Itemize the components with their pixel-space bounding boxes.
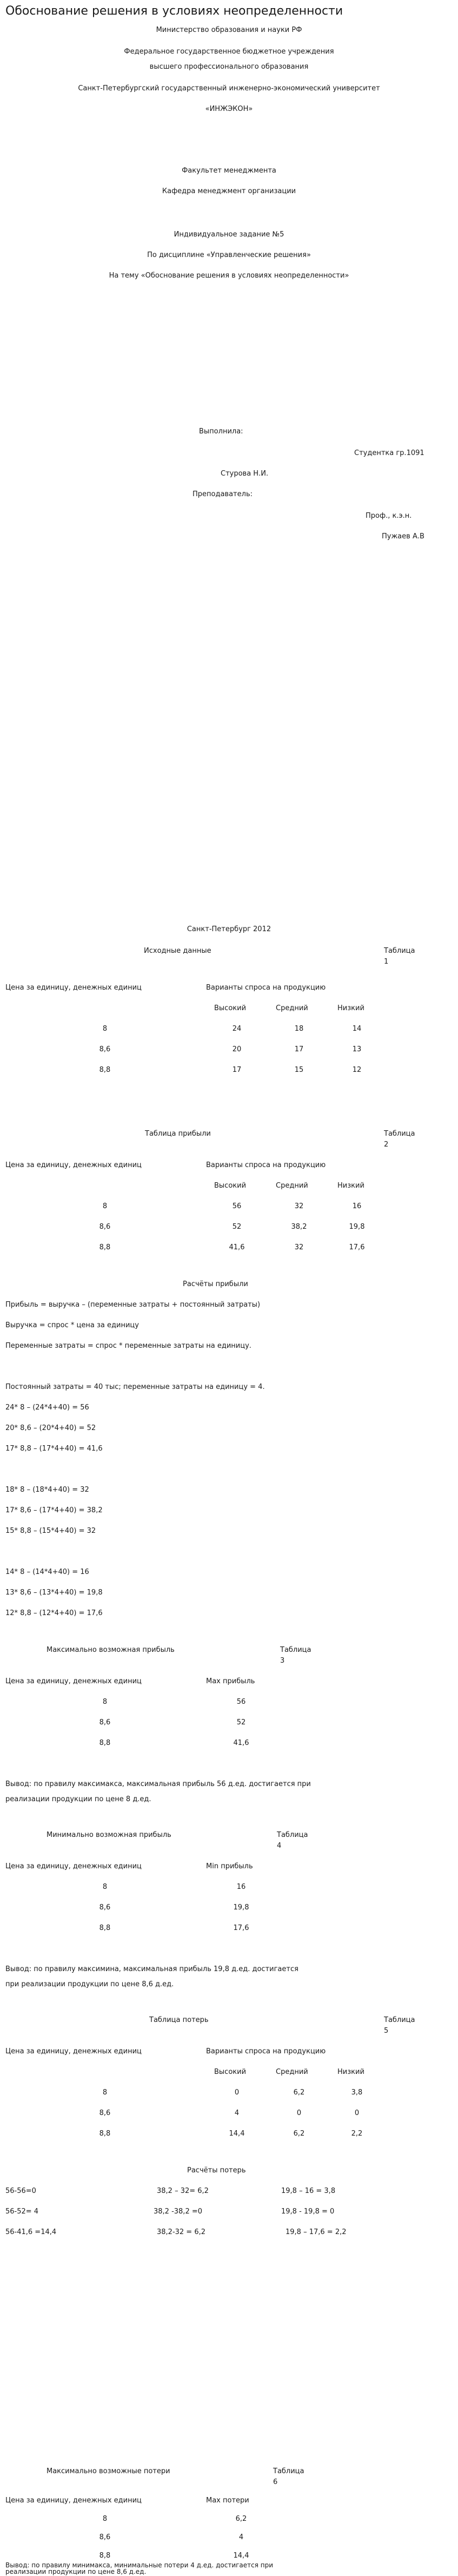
table-row [0,2552,458,2562]
table3-conclusion-line2: реализации продукции по цене 8 д.ед. [5,1795,151,1803]
table-cell-price: 8,6 [99,2533,111,2541]
table6-conclusion-line2: реализации продукции по цене 8,6 д.ед. [5,2568,147,2575]
teacher-label: Преподаватель: [193,490,253,498]
table-cell: 17 [294,1045,304,1053]
table6-col2-header: Max потери [206,2496,249,2505]
table2-subheader-row [0,1182,458,1193]
discipline: По дисциплине «Управленческие решения» [147,251,311,259]
calc-line: 18* 8 – (18*4+40) = 32 [5,1486,89,1494]
table-cell-price: 8,6 [99,1045,111,1053]
table-cell: 13 [352,1045,362,1053]
table1-col1-header: Цена за единицу, денежных единиц [5,984,142,992]
table1-group-header: Варианты спроса на продукцию [206,984,326,992]
table3-caption: Максимально возможная прибыль [47,1646,175,1654]
loss-calc-cell: 38,2-32 = 6,2 [157,2228,206,2236]
table4-col2-header: Min прибыль [206,1862,253,1870]
table2-subheader-mid: Средний [276,1182,308,1190]
table-cell-price: 8 [102,1698,108,1706]
table3-label-word: Таблица [280,1646,311,1654]
table-cell: 41,6 [233,1739,249,1747]
table2-label-word: Таблица [384,1130,415,1138]
table-cell: 17,6 [349,1243,365,1251]
profit-calc-heading: Расчёты прибыли [183,1280,248,1288]
table-cell: 17 [232,1066,242,1074]
table-cell-price: 8 [102,2089,108,2097]
table1-label-word: Таблица [384,947,415,955]
table2-subheader-low: Низкий [337,1182,364,1190]
table-cell: 15 [294,1066,304,1074]
table5-subheader-high: Высокий [214,2068,247,2076]
student-name: Стурова Н.И. [221,470,269,478]
table-cell-price: 8,6 [99,1718,111,1727]
table-cell: 3,8 [351,2089,363,2097]
table-cell: 24 [232,1025,242,1033]
calc-line: 14* 8 – (14*4+40) = 16 [5,1568,89,1576]
table-cell: 4 [234,2109,240,2117]
table-cell: 16 [352,1202,362,1210]
table-cell: 20 [232,1045,242,1053]
table4-col1-header: Цена за единицу, денежных единиц [5,1862,142,1870]
calc-line: 17* 8,6 – (17*4+40) = 38,2 [5,1506,103,1514]
table1-label-num: 1 [384,958,389,966]
table-cell-price: 8,8 [99,2552,111,2560]
institution-line-1: Федеральное государственное бюджетное учреждения [124,48,334,56]
table-row [0,1718,458,1729]
loss-calc-cell: 56-52= 4 [5,2208,39,2216]
table-cell: 32 [294,1202,304,1210]
loss-calc-row [0,2208,458,2218]
loss-calc-cell: 19,8 – 16 = 3,8 [281,2187,336,2195]
table-cell: 14,4 [229,2130,245,2138]
university-abbr: «ИНЖЭКОН» [205,105,253,113]
table5-label-word: Таблица [384,2016,415,2024]
table4-caption: Минимально возможная прибыль [47,1831,171,1839]
table6-conclusion-line1: Вывод: по правилу минимакса, минимальные потери 4 д.ед. достигается при [5,2561,274,2569]
table6-caption: Максимально возможные потери [47,2467,170,2475]
table1-subheader-high: Высокий [214,1004,247,1012]
table-cell: 17,6 [233,1924,249,1932]
table-cell-price: 8 [102,2515,108,2523]
calc-line: 13* 8,6 – (13*4+40) = 19,8 [5,1589,103,1597]
table-cell: 38,2 [291,1223,307,1231]
table-cell: 0 [354,2109,360,2117]
table2-label-num: 2 [384,1141,389,1149]
table-cell-price: 8,8 [99,1243,111,1251]
table-row [0,1045,458,1056]
table-row [0,1924,458,1935]
table-row [0,2130,458,2140]
table-row [0,1223,458,1234]
table5-caption: Таблица потерь [149,2016,209,2024]
table4-conclusion-line2: при реализации продукции по цене 8,6 д.ед. [5,1980,174,1988]
table6-label-word: Таблица [273,2467,304,2475]
table6-col1-header: Цена за единицу, денежных единиц [5,2496,142,2505]
table-cell: 41,6 [229,1243,245,1251]
table4-label-word: Таблица [277,1831,308,1839]
loss-calc-cell: 38,2 -38,2 =0 [154,2208,203,2216]
university-line: Санкт-Петербургский государственный инженерно-экономический университет [78,84,380,93]
loss-calc-heading: Расчёты потерь [187,2166,246,2175]
table-row [0,1202,458,1213]
table-cell: 6,2 [293,2130,305,2138]
table-row [0,1698,458,1709]
table-cell: 19,8 [349,1223,365,1231]
table-row [0,1883,458,1894]
document-title: Обоснование решения в условиях неопределенности [5,4,343,18]
table-row [0,1025,458,1036]
table5-subheader-mid: Средний [276,2068,308,2076]
calc-line: 17* 8,8 – (17*4+40) = 41,6 [5,1445,103,1453]
table3-conclusion-line1: Вывод: по правилу максимакса, максимальная прибыль 56 д.ед. достигается при [5,1780,311,1788]
performed-by-label: Выполнила: [199,427,243,436]
table2-caption: Таблица прибыли [145,1130,211,1138]
table4-conclusion-line1: Вывод: по правилу максимина, максимальная прибыль 19,8 д.ед. достигается [5,1965,298,1973]
teacher-name: Пужаев А.В [382,532,424,541]
table-cell: 2,2 [351,2130,363,2138]
department: Кафедра менеджмент организации [162,187,296,195]
table-cell-price: 8,6 [99,1223,111,1231]
table-cell: 18 [294,1025,304,1033]
table4-label-num: 4 [277,1842,282,1850]
table2-subheader-high: Высокий [214,1182,247,1190]
table5-col1-header: Цена за единицу, денежных единиц [5,2047,142,2055]
calc-line: 12* 8,8 – (12*4+40) = 17,6 [5,1609,103,1617]
teacher-title: Проф., к.э.н. [366,512,412,520]
table-cell: 0 [234,2089,240,2097]
table1-subheader-mid: Средний [276,1004,308,1012]
table5-subheader-low: Низкий [337,2068,364,2076]
loss-calc-cell: 19,8 - 19,8 = 0 [281,2208,335,2216]
table-row [0,1066,458,1077]
table-cell-price: 8,6 [99,1903,111,1912]
table-cell: 6,2 [235,2515,247,2523]
table-row [0,2533,458,2544]
table5-group-header: Варианты спроса на продукцию [206,2047,326,2055]
table-cell: 0 [296,2109,302,2117]
table5-label-num: 5 [384,2027,389,2035]
table-cell-price: 8 [102,1883,108,1891]
calc-line: 20* 8,6 – (20*4+40) = 52 [5,1424,96,1432]
table-row [0,1739,458,1750]
table-cell-price: 8,6 [99,2109,111,2117]
table-cell: 14 [352,1025,362,1033]
table-cell-price: 8,8 [99,1924,111,1932]
table-cell-price: 8,8 [99,2130,111,2138]
faculty: Факультет менеджмента [182,167,276,175]
calc-line: Постоянный затраты = 40 тыс; переменные затраты на единицу = 4. [5,1383,265,1391]
table-cell: 56 [236,1698,246,1706]
city-year: Санкт-Петербург 2012 [187,925,271,933]
calc-line: 15* 8,8 – (15*4+40) = 32 [5,1527,96,1535]
calc-line: 24* 8 – (24*4+40) = 56 [5,1404,89,1412]
table-cell-price: 8,8 [99,1066,111,1074]
assignment: Индивидуальное задание №5 [174,230,284,239]
table-row [0,1903,458,1914]
loss-calc-row [0,2228,458,2239]
table-cell: 6,2 [293,2089,305,2097]
calc-line: Выручка = спрос * цена за единицу [5,1321,139,1329]
table2-col1-header: Цена за единицу, денежных единиц [5,1161,142,1169]
table-cell: 52 [232,1223,242,1231]
table-cell-price: 8,8 [99,1739,111,1747]
table3-label-num: 3 [280,1657,285,1665]
table2-group-header: Варианты спроса на продукцию [206,1161,326,1169]
table-row [0,2109,458,2120]
table-cell: 56 [232,1202,242,1210]
table-cell: 12 [352,1066,362,1074]
table-cell-price: 8 [102,1025,108,1033]
table-row [0,1243,458,1254]
table1-subheader-row [0,1004,458,1015]
loss-calc-cell: 56-56=0 [5,2187,36,2195]
table1-subheader-low: Низкий [337,1004,364,1012]
table3-col1-header: Цена за единицу, денежных единиц [5,1677,142,1685]
table-cell: 19,8 [233,1903,249,1912]
topic: На тему «Обоснование решения в условиях неопределенности» [109,272,349,280]
calc-line: Переменные затраты = спрос * переменные затраты на единицу. [5,1342,251,1350]
table1-caption: Исходные данные [144,947,211,955]
loss-calc-cell: 19,8 – 17,6 = 2,2 [286,2228,347,2236]
table-cell-price: 8 [102,1202,108,1210]
loss-calc-cell: 56-41,6 =14,4 [5,2228,57,2236]
table-cell: 16 [236,1883,246,1891]
table-cell: 14,4 [233,2552,249,2560]
calc-line: Прибыль = выручка – (переменные затраты + постоянный затраты) [5,1301,261,1309]
ministry-line: Министерство образования и науки РФ [156,26,302,34]
loss-calc-row [0,2187,458,2198]
table-cell: 32 [294,1243,304,1251]
institution-line-2: высшего профессионального образования [149,63,309,71]
table-row [0,2515,458,2526]
loss-calc-cell: 38,2 – 32= 6,2 [157,2187,209,2195]
table6-label-num: 6 [273,2478,278,2486]
student-group: Студентка гр.1091 [354,449,424,457]
table-cell: 4 [238,2533,244,2541]
table3-col2-header: Max прибыль [206,1677,255,1685]
table-row [0,2089,458,2099]
table5-subheader-row [0,2068,458,2079]
table-cell: 52 [236,1718,246,1727]
